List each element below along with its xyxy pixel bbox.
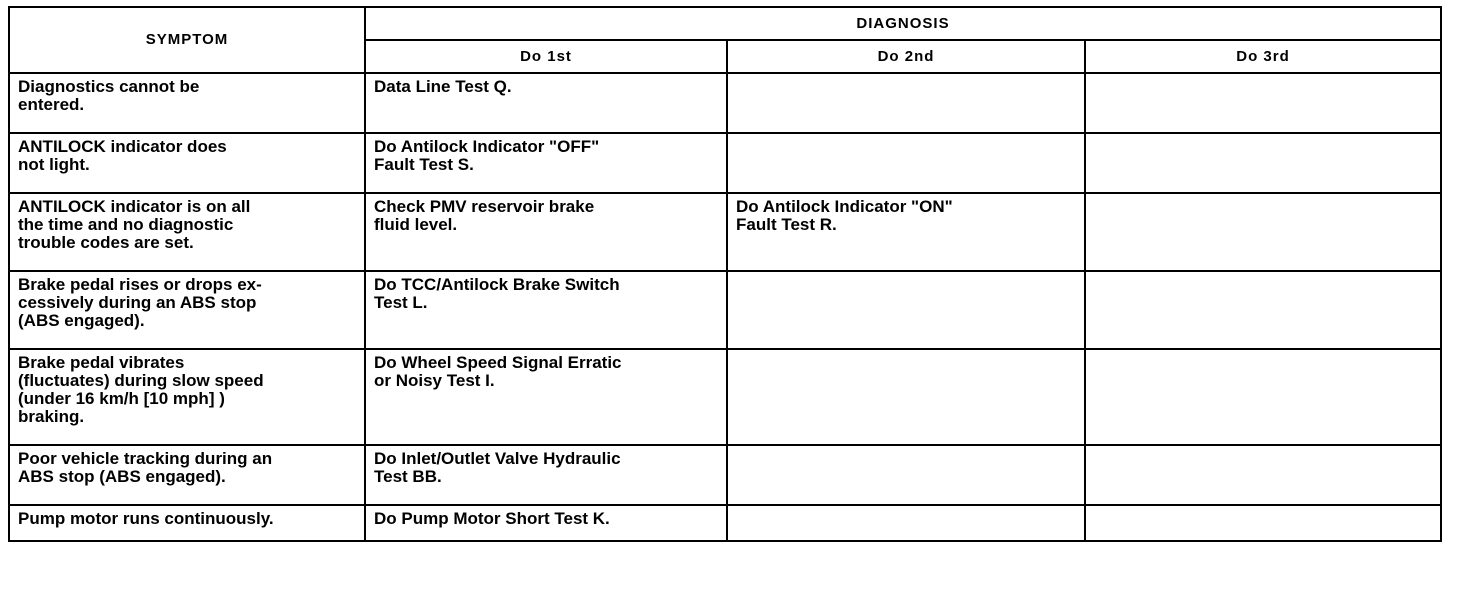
do-2nd-cell — [727, 445, 1085, 505]
table-row — [9, 193, 1441, 271]
do-1st-text: Do Pump Motor Short Test K. — [374, 509, 610, 528]
header-symptom: SYMPTOM — [9, 7, 365, 73]
do-2nd-cell — [727, 133, 1085, 193]
symptom-cell — [9, 349, 365, 445]
symptom-text: Poor vehicle tracking during an ABS stop (ABS engaged). — [18, 449, 273, 486]
do-1st-cell — [365, 505, 727, 541]
table-row — [9, 349, 1441, 445]
do-3rd-cell — [1085, 193, 1441, 271]
do-1st-cell — [365, 73, 727, 133]
do-1st-cell — [365, 271, 727, 349]
do-1st-cell — [365, 193, 727, 271]
symptom-text: ANTILOCK indicator is on all the time and no diagnostic trouble codes are set. — [18, 197, 251, 252]
table-row — [9, 133, 1441, 193]
do-1st-text: Do TCC/Antilock Brake Switch Test L. — [374, 275, 620, 312]
do-2nd-cell — [727, 349, 1085, 445]
symptom-cell — [9, 445, 365, 505]
symptom-cell — [9, 193, 365, 271]
symptom-text: Pump motor runs continuously. — [18, 509, 274, 528]
do-3rd-cell — [1085, 271, 1441, 349]
do-2nd-cell — [727, 271, 1085, 349]
do-1st-text: Do Antilock Indicator "OFF" Fault Test S. — [374, 137, 600, 174]
header-do-3rd: Do 3rd — [1085, 40, 1441, 73]
do-2nd-cell — [727, 505, 1085, 541]
do-1st-cell — [365, 133, 727, 193]
symptom-text: Diagnostics cannot be entered. — [18, 77, 200, 114]
table-row — [9, 271, 1441, 349]
do-1st-text: Data Line Test Q. — [374, 77, 512, 96]
header-do-1st: Do 1st — [365, 40, 727, 73]
do-1st-cell — [365, 349, 727, 445]
do-1st-text: Do Wheel Speed Signal Erratic or Noisy Test I. — [374, 353, 622, 390]
do-1st-text: Check PMV reservoir brake fluid level. — [374, 197, 595, 234]
do-2nd-cell — [727, 193, 1085, 271]
do-3rd-cell — [1085, 505, 1441, 541]
diagnosis-table-container — [8, 6, 1440, 542]
do-2nd-text: Do Antilock Indicator "ON" Fault Test R. — [736, 197, 953, 234]
table-row — [9, 505, 1441, 541]
symptom-cell — [9, 133, 365, 193]
symptom-text: Brake pedal rises or drops ex- cessively during an ABS stop (ABS engaged). — [18, 275, 262, 330]
do-3rd-cell — [1085, 445, 1441, 505]
do-2nd-cell — [727, 73, 1085, 133]
symptom-text: ANTILOCK indicator does not light. — [18, 137, 227, 174]
header-do-2nd: Do 2nd — [727, 40, 1085, 73]
symptom-cell — [9, 271, 365, 349]
do-3rd-cell — [1085, 349, 1441, 445]
do-1st-text: Do Inlet/Outlet Valve Hydraulic Test BB. — [374, 449, 621, 486]
symptom-text: Brake pedal vibrates (fluctuates) during slow speed (under 16 km/h [10 mph] ) braking. — [18, 353, 264, 426]
table-row — [9, 73, 1441, 133]
symptom-cell — [9, 505, 365, 541]
symptom-cell — [9, 73, 365, 133]
do-3rd-cell — [1085, 73, 1441, 133]
table-row — [9, 445, 1441, 505]
header-diagnosis: DIAGNOSIS — [365, 7, 1441, 40]
do-3rd-cell — [1085, 133, 1441, 193]
do-1st-cell — [365, 445, 727, 505]
symptom-diagnosis-table — [8, 6, 1442, 542]
